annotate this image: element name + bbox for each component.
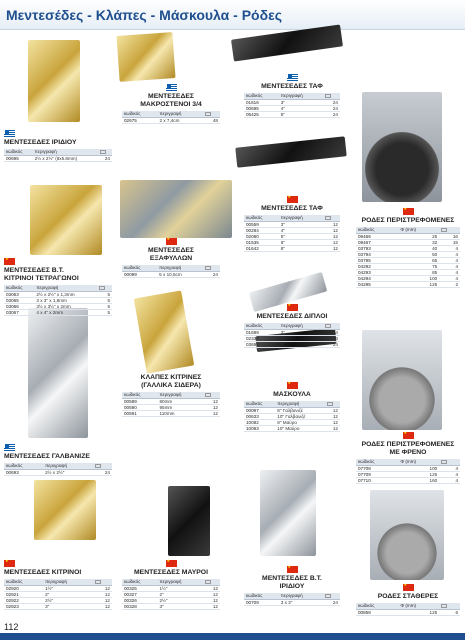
product-title: ΜΕΝΤΕΣΕΔΕΣ ΓΑΛΒΑΝΙΖΕ <box>4 453 90 460</box>
product-bt-kitrinoi <box>4 258 112 316</box>
product-title: ΡΟΔΕΣ ΠΕΡΙΣΤΡΕΦΟΜΕΝΕΣ <box>361 217 455 224</box>
page-title: Μεντεσέδες - Κλάπες - Μάσκουλα - Ρόδες <box>6 7 283 23</box>
china-flag-icon <box>166 560 177 567</box>
product-title: ΜΕΝΤΕΣΕΔΕΣ ΤΑΦ <box>261 83 323 90</box>
product-table: κωδικός περιγραφή 01616 3" 24 00695 4" 24 05425 5" 24 <box>246 93 338 117</box>
table-row: 03065 3 x 3" x 1,8mm 5 <box>6 297 110 303</box>
table-row: 03795 65 4 <box>358 257 458 263</box>
hinge-mavroi-image <box>168 486 210 556</box>
hinge-iridiou-image <box>28 40 80 122</box>
wheel-statheres-image <box>370 490 444 580</box>
table-row: 02922 2½" 12 <box>6 597 110 603</box>
product-title: ΜΕΝΤΕΣΕΔΕΣ ΔΙΠΛΟΙ <box>256 313 328 320</box>
footer-bar <box>0 633 465 640</box>
wheel-freno-image <box>362 330 442 430</box>
product-table: κωδικός περιγραφή 00325 1½" 12 00327 2" 12 00326 2½" 12 00328 3" 12 <box>124 579 218 609</box>
product-title-line2: ΜΕ ΦΡΕΝΟ <box>389 449 427 456</box>
product-mavroi <box>122 560 220 610</box>
table-row: 00097 8" Γαλβανιζέ 12 <box>246 407 338 413</box>
table-row: 04293 85 4 <box>358 269 458 275</box>
table-row: 03067 4 x 4" x 2mm 5 <box>6 309 110 315</box>
table-row: 03793 40 4 <box>358 245 458 251</box>
product-title-line2: ΚΙΤΡΙΝΟΙ ΤΕΤΡΑΓΩΝΟΙ <box>4 275 79 282</box>
table-row: 02923 3" 12 <box>6 603 110 609</box>
product-table: κωδικός περιγραφή 00589 80mm 12 00590 95mm 12 00591 110mm 12 <box>124 392 218 416</box>
product-title: ΜΕΝΤΕΣΕΔΕΣ ΙΡΙΔΙΟΥ <box>4 139 77 146</box>
greece-flag-icon <box>287 74 298 81</box>
hinge-galvanize-image <box>28 308 88 438</box>
page-number: 112 <box>4 622 19 632</box>
product-title: ΡΟΔΕΣ ΣΤΑΘΕΡΕΣ <box>377 593 439 600</box>
product-title-line1: ΜΕΝΤΕΣΕΔΕΣ <box>148 93 194 100</box>
product-table: κωδικός Φ (mm) 07708 100 4 07709 125 4 07710 160 4 <box>358 459 458 483</box>
table-row: 00284 4" 12 <box>246 227 338 233</box>
product-taf-cn <box>244 196 340 252</box>
product-maskoula <box>244 382 340 432</box>
product-title-line2: ΜΑΚΡΟΣΤΕΝΟΙ 3/4 <box>140 101 202 108</box>
product-title: ΜΕΝΤΕΣΕΔΕΣ ΜΑΥΡΟΙ <box>134 569 208 576</box>
table-row: 01642 8" 12 <box>246 245 338 251</box>
product-exafyllon <box>122 238 220 278</box>
table-row: 01689 3" 24 <box>246 329 338 335</box>
product-rodes-peristr <box>356 208 460 288</box>
table-row: 09466 25 16 <box>358 233 458 239</box>
table-row: 03066 3½ x 3½" x 2mm 5 <box>6 303 110 309</box>
table-row: 10082 8" Μαύρο 12 <box>246 419 338 425</box>
product-title-line1: ΚΛΑΠΕΣ ΚΙΤΡΙΝΕΣ <box>140 374 202 381</box>
product-rodes-statheres <box>356 584 460 616</box>
table-row: 04292 75 4 <box>358 263 458 269</box>
product-table: κωδικός περιγραφή 00097 8" Γαλβανιζέ 12 00633 10" Γαλβανιζέ 12 10082 8" Μαύρο 12 10083 10" Μαύρο 12 <box>246 401 338 431</box>
product-table: κωδικός περιγραφή 00559 3" 12 00284 4" 12 02080 5" 12 01535 6" 12 01642 8" 12 <box>246 215 338 251</box>
product-bt-iridiou <box>244 566 340 606</box>
product-table: κωδικός περιγραφή 00099 5 x 10,5cm 24 <box>124 265 218 277</box>
china-flag-icon <box>403 208 414 215</box>
table-row: 00327 2" 12 <box>124 591 218 597</box>
table-row: 00559 3" 12 <box>246 221 338 227</box>
table-row: 03063 2½ x 2½" x 1,3mm 5 <box>6 291 110 297</box>
table-row: 00633 10" Γαλβανιζέ 12 <box>246 413 338 419</box>
china-flag-icon <box>287 196 298 203</box>
china-flag-icon <box>287 304 298 311</box>
table-row: 00693 2½ x 2½" 24 <box>6 469 110 475</box>
col-desc: περιγραφή <box>33 149 98 155</box>
product-title: ΜΑΣΚΟΥΛΑ <box>273 391 311 398</box>
table-row: 10083 10" Μαύρο 12 <box>246 425 338 431</box>
klapes-image <box>134 290 194 373</box>
product-diploi <box>244 304 340 348</box>
hinge-bt-iridiou-image <box>260 470 316 556</box>
product-title-line2: (ΓΑΛΛΙΚΑ ΣΙΔΕΡΑ) <box>141 382 201 389</box>
table-row: 00325 1½" 12 <box>124 585 218 591</box>
product-table: κωδικός περιγραφή 01689 3" 24 02337 4" 24 03693 5" 24 <box>246 323 338 347</box>
product-klapes <box>122 374 220 417</box>
product-makrostenoi <box>122 84 220 124</box>
header-bar <box>0 0 465 30</box>
table-row: 00590 95mm 12 <box>124 404 218 410</box>
product-table: κωδικός περιγραφή 02920 1½" 12 02921 2" 12 02922 2½" 12 02923 3" 12 <box>6 579 110 609</box>
table-row: 01616 3" 24 <box>246 99 338 105</box>
china-flag-icon <box>4 258 15 265</box>
table-row: 00589 80mm 12 <box>124 398 218 404</box>
table-row: 02920 1½" 12 <box>6 585 110 591</box>
table-row: 00709 3 x 3" 24 <box>246 599 338 605</box>
table-row: 00326 2½" 12 <box>124 597 218 603</box>
table-row: 02921 2" 12 <box>6 591 110 597</box>
product-table: κωδικός περιγραφή 03063 2½ x 2½" x 1,3mm 5 03065 3 x 3" x 1,8mm 5 03066 3½ x 3½" x 2mm 5 03067 4 x 4" x 2mm 5 <box>6 285 110 315</box>
table-row: 04295 125 2 <box>358 281 458 287</box>
table-row: 05425 5" 24 <box>246 111 338 117</box>
greece-flag-icon <box>166 84 177 91</box>
col-code: κωδικός <box>4 149 33 155</box>
table-row: 07708 100 4 <box>358 465 458 471</box>
table-row: 04294 100 4 <box>358 275 458 281</box>
product-table: κωδικός περιγραφή 00693 2½ x 2½" 24 <box>6 463 110 475</box>
product-title-line1: ΜΕΝΤΕΣΕΔΕΣ Β.Τ. <box>4 267 64 274</box>
product-title: ΜΕΝΤΕΣΕΔΕΣ ΤΑΦ <box>261 205 323 212</box>
product-title-line2: ΙΡΙΔΙΟΥ <box>279 583 305 590</box>
table-row: 00099 5 x 10,5cm 24 <box>124 271 218 277</box>
product-rodes-freno <box>356 432 460 484</box>
product-galvanize <box>4 444 112 476</box>
hinge-taf-gr-image <box>231 24 343 61</box>
greece-flag-icon <box>4 444 15 451</box>
table-row: 01535 6" 12 <box>246 239 338 245</box>
hinge-taf-cn-image <box>235 136 346 167</box>
product-title-line1: ΜΕΝΤΕΣΕΔΕΣ Β.Τ. <box>262 575 322 582</box>
china-flag-icon <box>166 238 177 245</box>
product-title: ΜΕΝΤΕΣΕΔΕΣ ΚΙΤΡΙΝΟΙ <box>4 569 82 576</box>
product-table: κωδικός Φ (mm) 00858 125 6 <box>358 603 458 615</box>
table-row: 03693 5" 24 <box>246 341 338 347</box>
product-table: κωδικός περιγραφή 02675 2 x 7,4cm 48 <box>124 111 218 123</box>
hinge-bt-kitrinoi-image <box>30 185 102 255</box>
table-row: 00695 4" 24 <box>246 105 338 111</box>
table-row: 07709 125 4 <box>358 471 458 477</box>
table-row: 00695 2½ x 2½" (6x5.8mm) 24 <box>6 155 110 161</box>
china-flag-icon <box>287 566 298 573</box>
product-table: κωδικός περιγραφή 00709 3 x 3" 24 <box>246 593 338 605</box>
product-kitrinoi <box>4 560 112 610</box>
china-flag-icon <box>403 584 414 591</box>
table-row: 07710 160 4 <box>358 477 458 483</box>
table-row: 00328 3" 12 <box>124 603 218 609</box>
hinge-exafyllon-image <box>120 180 232 238</box>
product-iridiou <box>4 130 112 162</box>
china-flag-icon <box>4 560 15 567</box>
china-flag-icon <box>287 382 298 389</box>
product-table: κωδικός Φ (mm) 09466 25 16 09467 32 15 03793 40 4 03794 50 4 03795 65 4 04292 75 4 04293 85 4 04294 100 4 04295 125 2 <box>358 227 458 287</box>
product-taf-gr <box>244 74 340 118</box>
product-title-line1: ΜΕΝΤΕΣΕΔΕΣ <box>148 247 194 254</box>
table-row: 02675 2 x 7,4cm 48 <box>124 117 218 123</box>
greece-flag-icon <box>4 130 15 137</box>
product-table <box>4 149 112 162</box>
hinge-makrostenoi-image <box>116 32 175 82</box>
china-flag-icon <box>403 432 414 439</box>
product-title-line2: ΕΞΑΦΥΛΛΩΝ <box>149 255 193 262</box>
table-row: 03794 50 4 <box>358 251 458 257</box>
hinge-kitrinoi-image <box>34 480 96 540</box>
table-row: 00858 125 6 <box>358 609 458 615</box>
table-row: 02080 5" 12 <box>246 233 338 239</box>
product-title-line1: ΡΟΔΕΣ ΠΕΡΙΣΤΡΕΦΟΜΕΝΕΣ <box>361 441 455 448</box>
table-row: 09467 32 15 <box>358 239 458 245</box>
wheel-peristr-image <box>362 92 442 202</box>
table-row: 02337 4" 24 <box>246 335 338 341</box>
table-row: 00591 110mm 12 <box>124 410 218 416</box>
